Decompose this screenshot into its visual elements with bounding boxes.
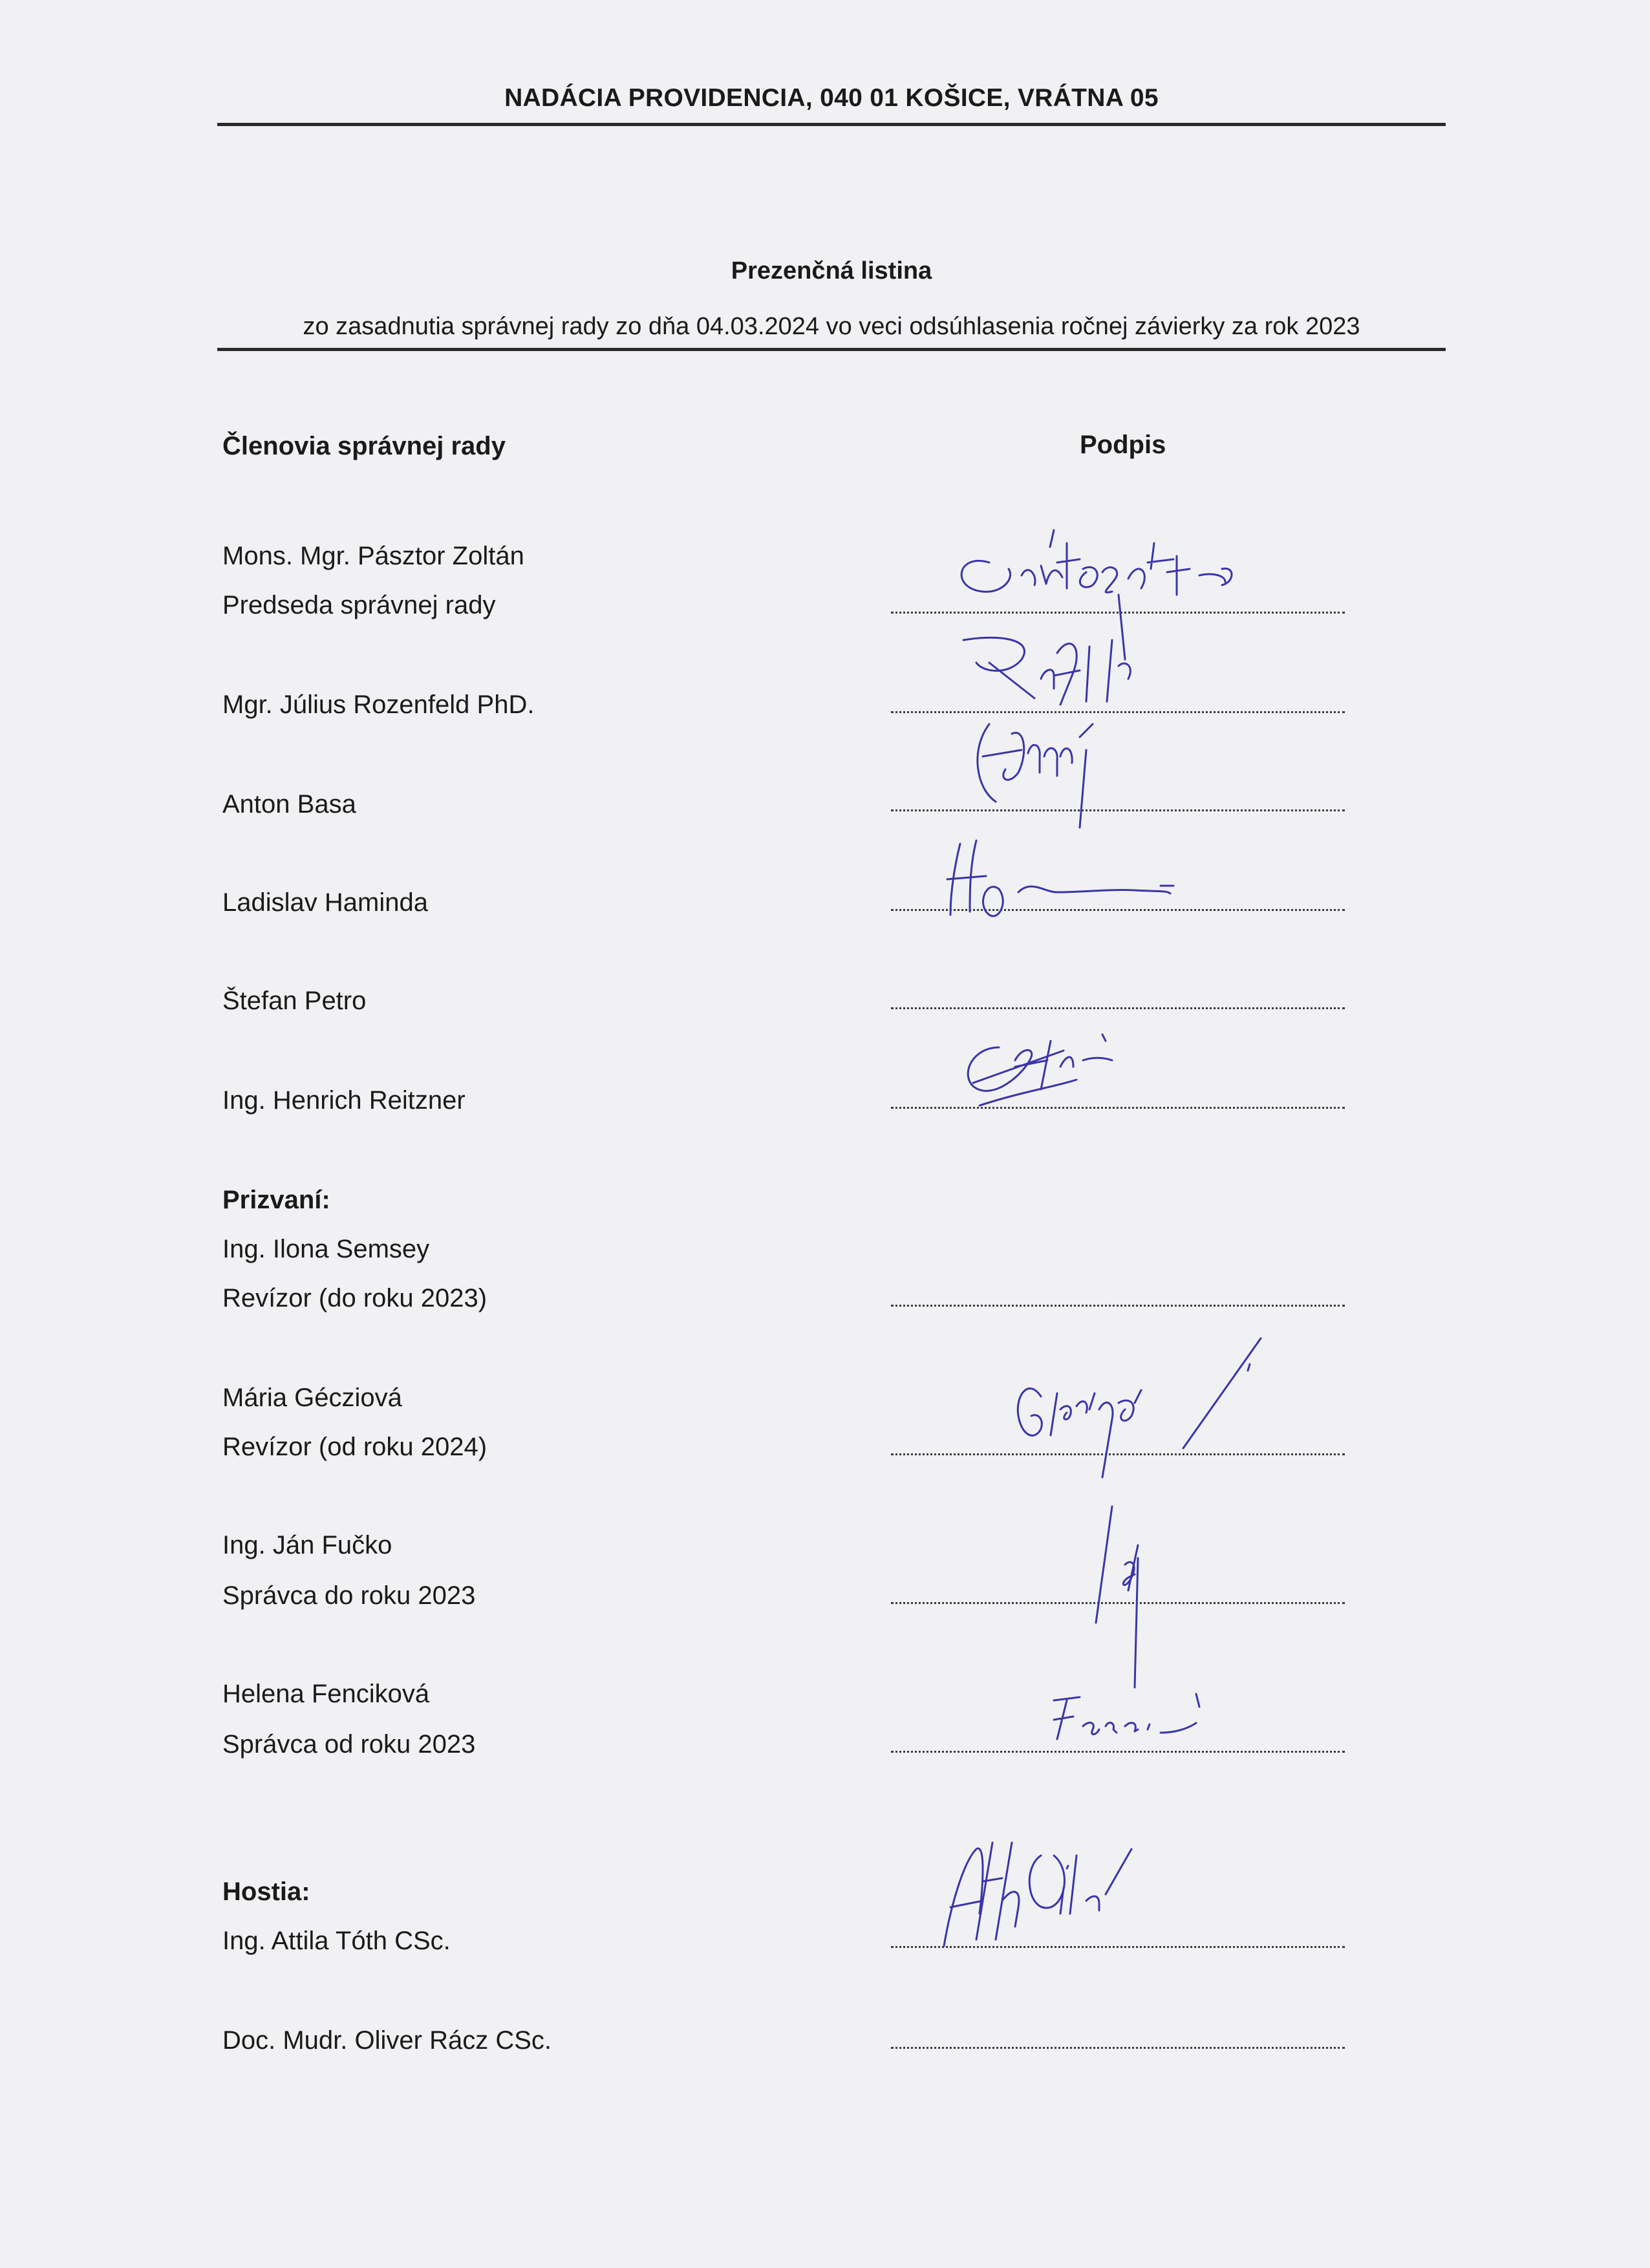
organization-header: NADÁCIA PROVIDENCIA, 040 01 KOŠICE, VRÁTNA 05 [504, 84, 1159, 112]
invited-role: Revízor (od roku 2024) [222, 1433, 488, 1461]
signature-basa [963, 711, 1209, 840]
signature-line [891, 2047, 1345, 2049]
signature-line [891, 1305, 1345, 1307]
member-name: Ladislav Haminda [222, 888, 428, 917]
guest-name: Doc. Mudr. Oliver Rácz CSc. [222, 2026, 552, 2055]
signature-reitzner [954, 1022, 1186, 1125]
signature-column-heading: Podpis [1080, 431, 1166, 459]
signature-fucko [1073, 1493, 1216, 1687]
invited-role: Správca od roku 2023 [222, 1730, 476, 1759]
member-name: Anton Basa [222, 790, 356, 818]
signature-gecziova [1009, 1358, 1319, 1500]
member-name: Ing. Henrich Reitzner [222, 1086, 466, 1115]
guests-heading: Hostia: [222, 1878, 310, 1906]
members-column-heading: Členovia správnej rady [222, 432, 506, 460]
subtitle-rule [217, 348, 1446, 351]
signature-toth [931, 1830, 1216, 1959]
member-name: Mons. Mgr. Pásztor Zoltán [222, 542, 524, 570]
guest-name: Ing. Attila Tóth CSc. [222, 1927, 451, 1955]
header-rule [217, 123, 1446, 126]
signature-fencikova [1034, 1674, 1228, 1752]
invited-name: Ing. Ján Fučko [222, 1531, 392, 1559]
document-subtitle: zo zasadnutia správnej rady zo dňa 04.03.2024 vo veci odsúhlasenia ročnej závierky za rok 2023 [303, 313, 1360, 340]
invited-name: Mária Gécziová [222, 1384, 402, 1412]
member-name: Mgr. Július Rozenfeld PhD. [222, 690, 535, 719]
member-role: Predseda správnej rady [222, 591, 496, 619]
invited-role: Revízor (do roku 2023) [222, 1284, 488, 1312]
signature-haminda [941, 828, 1212, 937]
signature-line [891, 1007, 1345, 1009]
invited-name: Helena Fenciková [222, 1680, 430, 1708]
member-name: Štefan Petro [222, 987, 367, 1015]
invited-name: Ing. Ilona Semsey [222, 1235, 430, 1263]
invited-heading: Prizvaní: [222, 1186, 330, 1214]
invited-role: Správca do roku 2023 [222, 1581, 476, 1610]
document-title: Prezenčná listina [731, 257, 932, 284]
